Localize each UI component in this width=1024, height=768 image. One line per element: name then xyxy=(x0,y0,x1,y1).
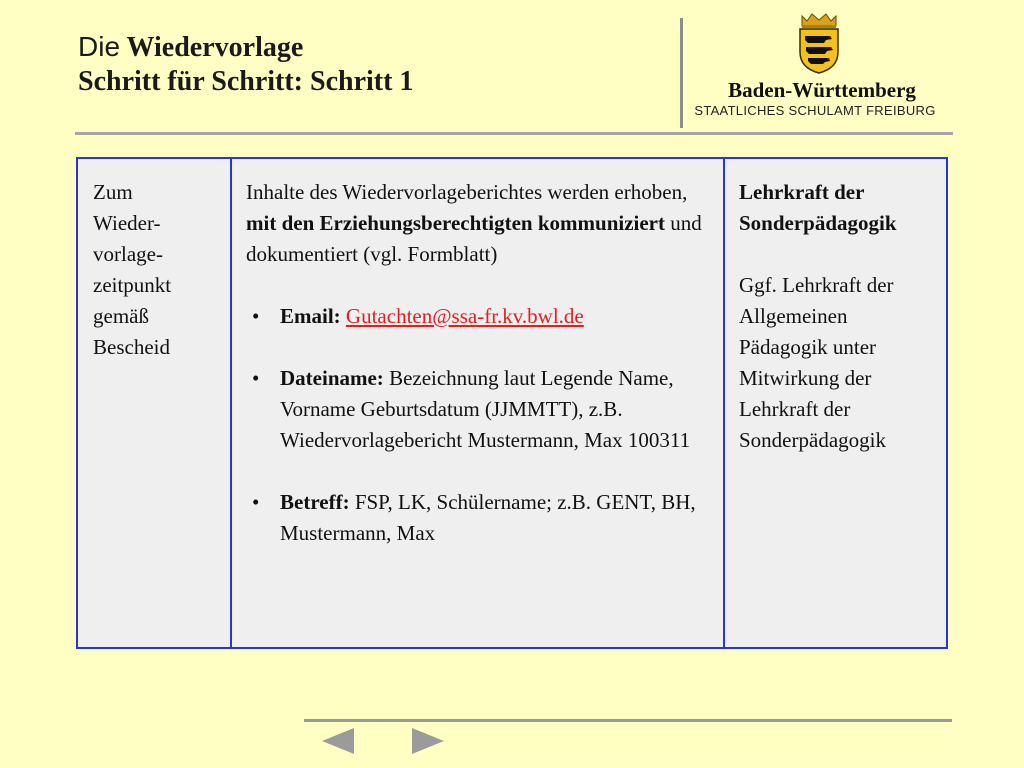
responsible-bold-line: Sonderpädagogik xyxy=(739,211,897,235)
subject-text: FSP, LK, Schülername; z.B. GENT, BH, Mustermann, Max xyxy=(280,490,696,545)
filename-label: Dateiname: xyxy=(280,366,384,390)
bullet-icon: • xyxy=(252,304,260,328)
brand-name: Baden-Württemberg xyxy=(728,78,916,102)
title-word-wiedervorlage: Wiedervorlage xyxy=(126,32,304,63)
header-horizontal-divider xyxy=(75,132,953,135)
timing-line: Zum xyxy=(93,180,133,204)
title-line-1 xyxy=(78,30,678,65)
arrow-right-icon[interactable] xyxy=(410,727,446,755)
title-word-die: Die xyxy=(78,31,121,62)
filename-text: Bezeichnung laut Legende Name, Vorname Geburtsdatum (JJMMTT), z.B. Wiedervorlagebericht Mustermann, Max 100311 xyxy=(280,366,691,452)
timing-line: vorlage- xyxy=(93,242,163,266)
list-item-filename xyxy=(246,363,709,456)
bullet-icon: • xyxy=(252,366,260,390)
tasks-intro xyxy=(246,177,709,270)
responsible-bold-line: Lehrkraft der xyxy=(739,180,865,204)
timing-line: zeitpunkt xyxy=(93,273,172,297)
responsible-note: Ggf. Lehrkraft der Allgemeinen Pädagogik unter Mitwirkung der Lehrkraft der Sonderpädagogik xyxy=(739,273,894,452)
table-cell-tasks xyxy=(232,159,725,647)
timing-line: Wieder- xyxy=(93,211,161,235)
baden-wuerttemberg-crest-icon xyxy=(796,12,842,74)
subject-label: Betreff: xyxy=(280,490,350,514)
table-cell-responsible xyxy=(725,159,946,647)
timing-line: Bescheid xyxy=(93,335,170,359)
list-item-subject xyxy=(246,487,709,549)
tasks-intro-bold: mit den Erziehungsberechtigten kommuniziert xyxy=(246,211,665,235)
page-subtitle: Schritt für Schritt: Schritt 1 xyxy=(78,66,414,97)
list-item-email xyxy=(246,301,709,332)
steps-table xyxy=(76,157,948,649)
brand-subtitle: STAATLICHES SCHULAMT FREIBURG xyxy=(694,103,936,118)
page-title xyxy=(78,30,678,99)
footer-horizontal-divider xyxy=(304,719,952,722)
tasks-intro-text-end: und dokumentiert (vgl. Formblatt) xyxy=(246,211,702,266)
arrow-left-icon[interactable] xyxy=(320,727,356,755)
tasks-intro-text: Inhalte des Wiedervorlageberichtes werden erhoben, xyxy=(246,180,688,204)
tasks-bullet-list xyxy=(246,301,709,549)
email-label: Email: xyxy=(280,304,341,328)
timing-line: gemäß xyxy=(93,304,149,328)
bullet-icon: • xyxy=(252,490,260,514)
email-link[interactable]: Gutachten@ssa-fr.kv.bwl.de xyxy=(345,304,584,328)
table-cell-timing xyxy=(78,159,232,647)
